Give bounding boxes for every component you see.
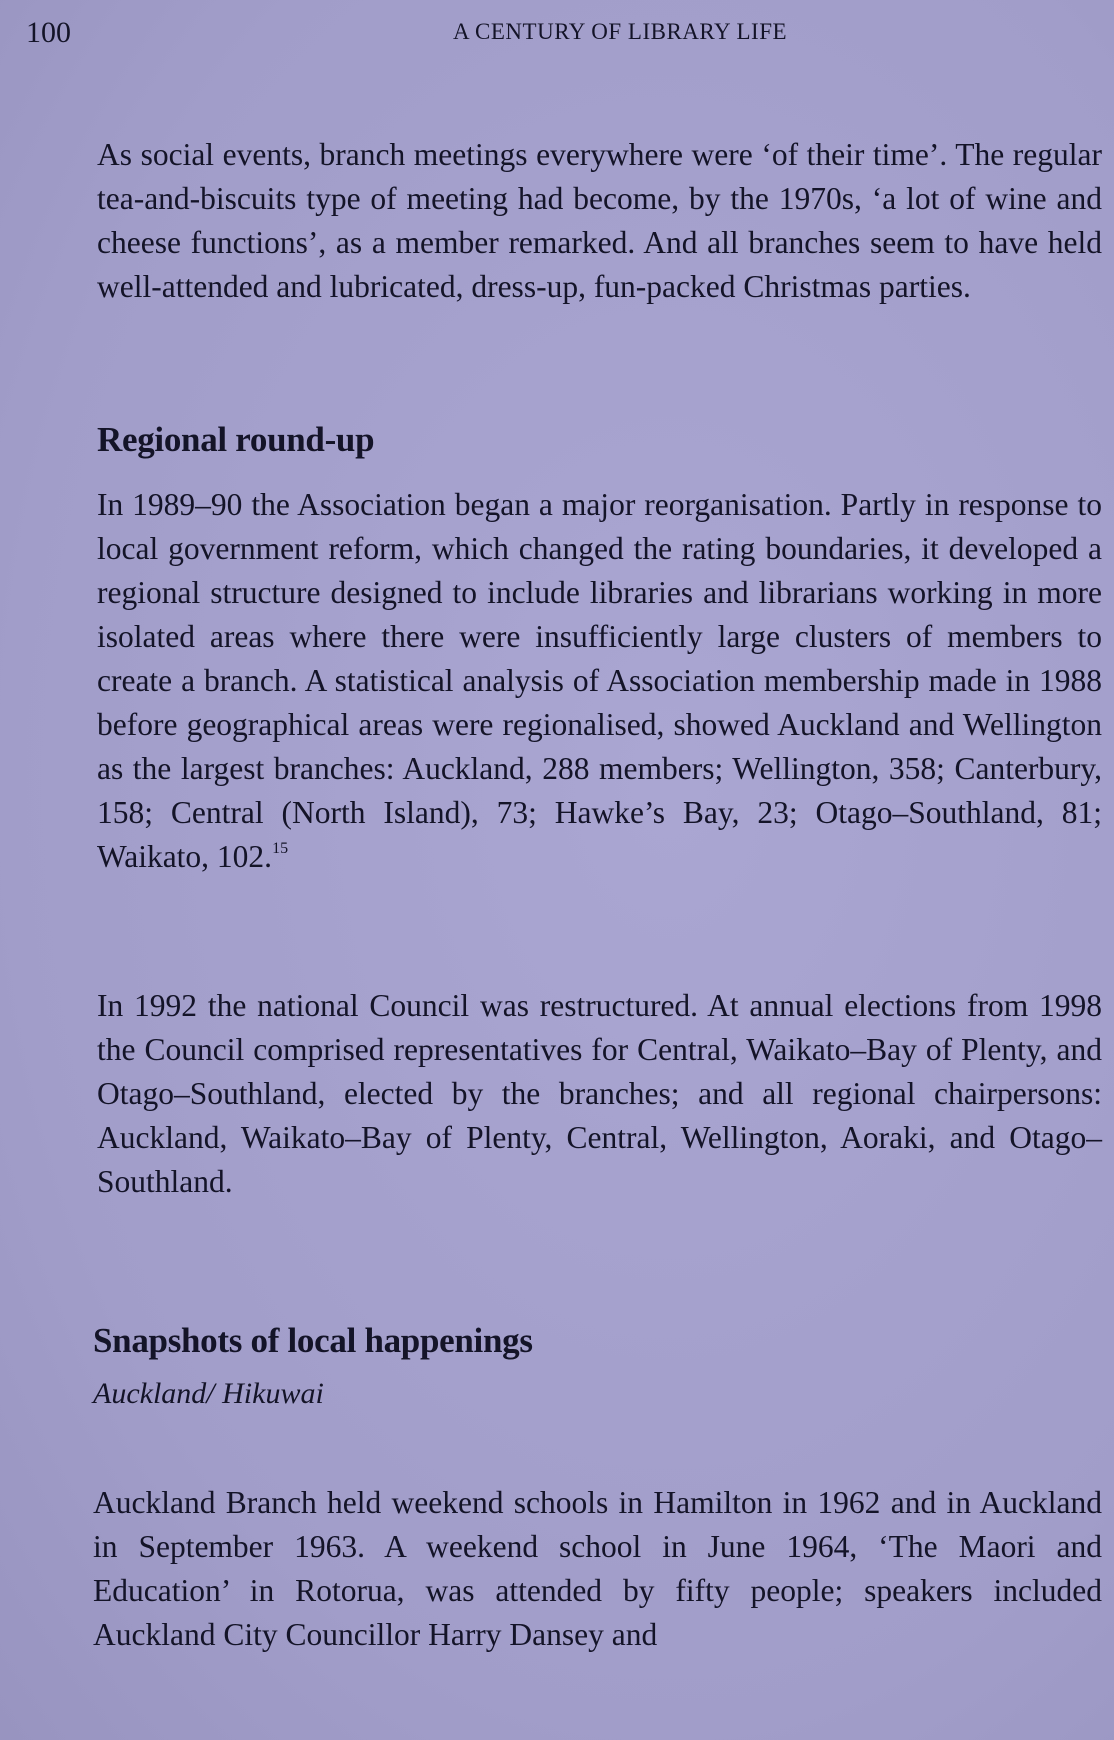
intro-section xyxy=(97,133,1102,309)
regional-heading-block xyxy=(97,419,1102,461)
snapshots-paragraph: Auckland Branch held weekend schools in Hamilton in 1962 and in Auckland in September 1963. A weekend school in June 1964, ‘The Maori and Education’ in Rotorua, was attended by fifty people; speakers included Auckland City Councillor Harry Dansey and xyxy=(93,1485,1102,1652)
council-paragraph-block xyxy=(97,984,1102,1204)
page-number: 100 xyxy=(26,16,71,49)
running-head: A CENTURY OF LIBRARY LIFE xyxy=(452,19,788,44)
regional-paragraph-1 xyxy=(97,483,1102,879)
regional-paragraph-block xyxy=(97,483,1102,879)
snapshots-subheading: Auckland/ Hikuwai xyxy=(93,1377,324,1410)
snapshots-heading: Snapshots of local happenings xyxy=(93,1321,533,1360)
regional-paragraph-1-text: In 1989–90 the Association began a major reorganisation. Partly in response to local government reform, which changed the rating boundaries, it developed a regional structure designed to include libraries and librarians working in more isolated areas where there were insufficiently large clusters of members to create a branch. A statistical analysis of Association membership made in 1988 before geographical areas were regionalised, showed Auckland and Wellington as the largest branches: Auckland, 288 members; Wellington, 358; Canterbury, 158; Central (North Island), 73; Hawke’s Bay, 23; Otago–Southland, 81; Waikato, 102. xyxy=(97,487,1102,874)
footnote-ref: 15 xyxy=(272,840,289,857)
regional-heading: Regional round-up xyxy=(97,420,375,459)
regional-paragraph-2: In 1992 the national Council was restructured. At annual elections from 1998 the Council comprised representatives for Central, Waikato–Bay of Plenty, and Otago–Southland, elected by the branches; and all regional chairpersons: Auckland, Waikato–Bay of Plenty, Central, Wellington, Aoraki, and Otago–Southland. xyxy=(97,988,1102,1199)
snapshots-heading-block xyxy=(93,1320,1102,1412)
intro-paragraph: As social events, branch meetings everywhere were ‘of their time’. The regular tea-and-biscuits type of meeting had become, by the 1970s, ‘a lot of wine and cheese functions’, as a member remarked. And all branches seem to have held well-attended and lubricated, dress-up, fun-packed Christmas parties. xyxy=(97,137,1102,304)
snapshots-paragraph-block xyxy=(93,1481,1102,1657)
